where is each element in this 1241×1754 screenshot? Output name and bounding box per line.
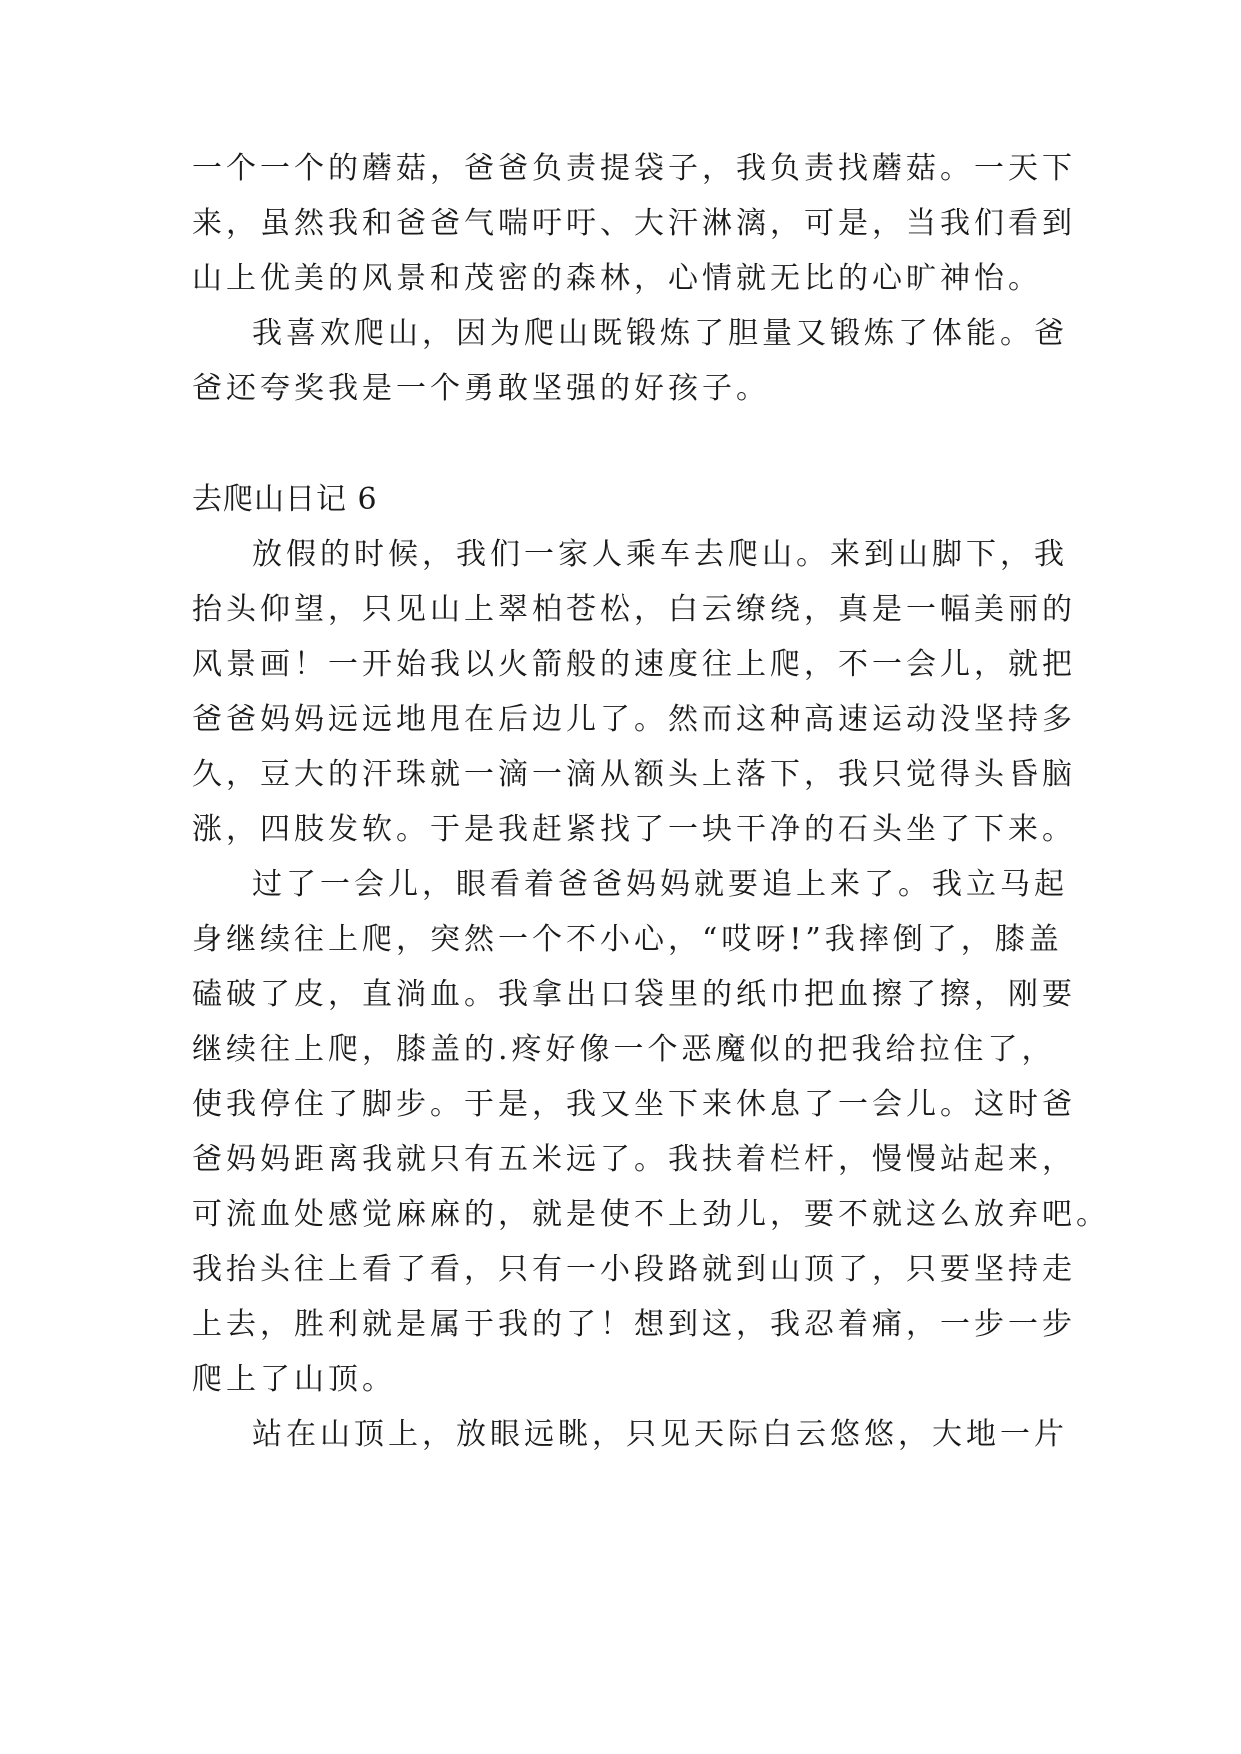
- text-line: 抬头仰望，只见山上翠柏苍松，白云缭绕，真是一幅美丽的: [192, 592, 1076, 627]
- text-line: 磕破了皮，直淌血。我拿出口袋里的纸巾把血擦了擦，刚要: [192, 977, 1076, 1012]
- text-line: 可流血处感觉麻麻的，就是使不上劲儿，要不就这么放弃吧。: [192, 1197, 1110, 1232]
- text-line: 爸妈妈距离我就只有五米远了。我扶着栏杆，慢慢站起来，: [192, 1142, 1076, 1177]
- text-line: 山上优美的风景和茂密的森林，心情就无比的心旷神怡。: [192, 261, 1042, 296]
- text-line: 一个一个的蘑菇，爸爸负责提袋子，我负责找蘑菇。一天下: [192, 151, 1076, 186]
- text-line: 上去，胜利就是属于我的了！想到这，我忍着痛，一步一步: [192, 1307, 1076, 1342]
- text-line: 站在山顶上，放眼远眺，只见天际白云悠悠，大地一片: [252, 1417, 1068, 1452]
- text-line: 过了一会儿，眼看着爸爸妈妈就要追上来了。我立马起: [252, 867, 1068, 902]
- section-title: 去爬山日记 6: [192, 482, 378, 517]
- text-line: 爸爸妈妈远远地甩在后边儿了。然而这种高速运动没坚持多: [192, 702, 1076, 737]
- text-line: 涨，四肢发软。于是我赶紧找了一块干净的石头坐了下来。: [192, 812, 1076, 847]
- text-line: 我喜欢爬山，因为爬山既锻炼了胆量又锻炼了体能。爸: [252, 316, 1068, 351]
- text-line: 爸还夸奖我是一个勇敢坚强的好孩子。: [192, 371, 770, 406]
- text-line: 身继续往上爬，突然一个不小心，“哎呀!”我摔倒了，膝盖: [192, 922, 1063, 957]
- text-line: 爬上了山顶。: [192, 1362, 396, 1397]
- text-line: 风景画！一开始我以火箭般的速度往上爬，不一会儿，就把: [192, 647, 1076, 682]
- text-line: 我抬头往上看了看，只有一小段路就到山顶了，只要坚持走: [192, 1252, 1076, 1287]
- text-line: 放假的时候，我们一家人乘车去爬山。来到山脚下，我: [252, 537, 1068, 572]
- text-line: 久，豆大的汗珠就一滴一滴从额头上落下，我只觉得头昏脑: [192, 757, 1076, 792]
- text-line: 继续往上爬，膝盖的.疼好像一个恶魔似的把我给拉住了，: [192, 1032, 1056, 1067]
- text-line: 来，虽然我和爸爸气喘吁吁、大汗淋漓，可是，当我们看到: [192, 206, 1076, 241]
- text-line: 使我停住了脚步。于是，我又坐下来休息了一会儿。这时爸: [192, 1087, 1076, 1122]
